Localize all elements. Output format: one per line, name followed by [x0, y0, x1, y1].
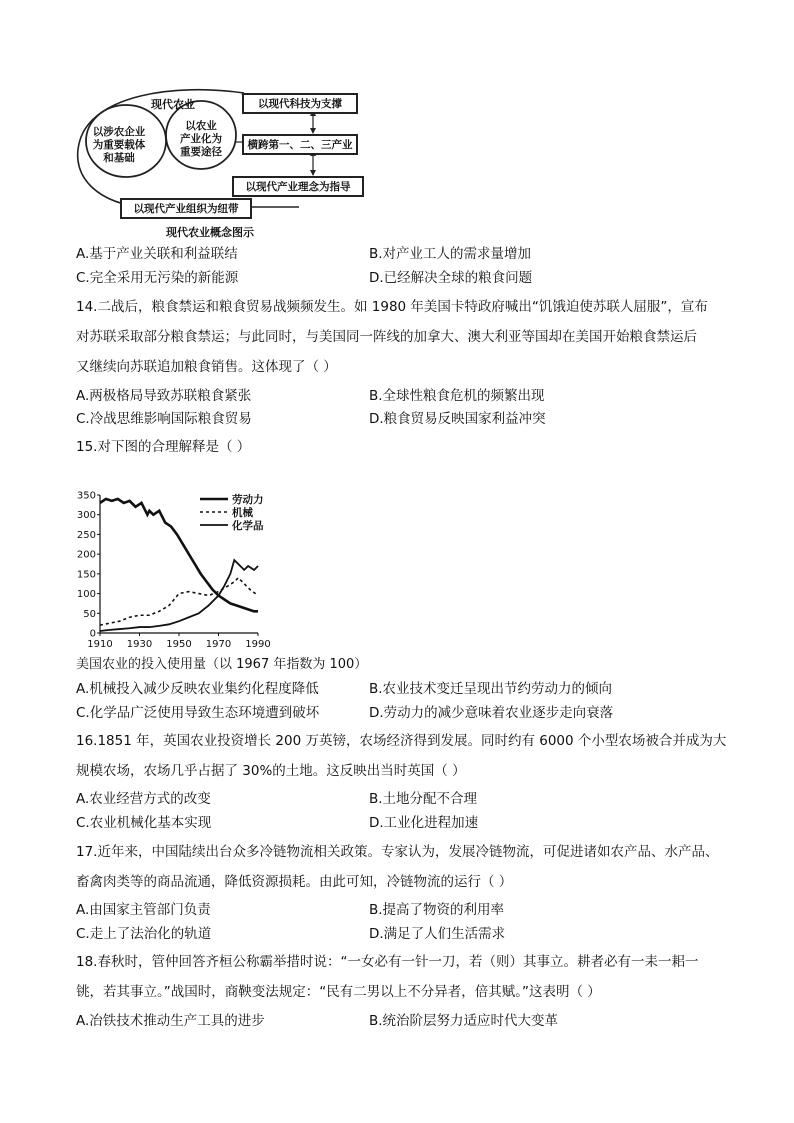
- q18-stem-line2: 铫，若其事立。”战国时，商鞅变法规定：“民有二男以上不分异者，倍其赋。”这表明（ ）: [76, 984, 601, 1000]
- x-tick-label: 1990: [245, 639, 271, 650]
- q18-stem-line1: 18.春秋时，管仲回答齐桓公称霸举措时说：“一女必有一针一刀，若（则）其事立。耕者必有一耒一耜一: [76, 954, 699, 970]
- q13-option-d[interactable]: D.已经解决全球的粮食问题: [369, 270, 533, 286]
- q18-option-b[interactable]: B.统治阶层努力适应时代大变革: [369, 1013, 559, 1029]
- q15-option-d[interactable]: D.劳动力的减少意味着农业逐步走向衰落: [369, 705, 614, 721]
- q14-option-b[interactable]: B.全球性粮食危机的频繁出现: [369, 388, 545, 404]
- diagram-box-organization: 以现代产业组织为纽带: [120, 198, 252, 219]
- q15-option-c[interactable]: C.化学品广泛使用导致生态环境遭到破坏: [76, 705, 320, 721]
- y-tick-label: 200: [76, 549, 96, 561]
- q14-option-a[interactable]: A.两极格局导致苏联粮食紧张: [76, 388, 252, 404]
- q17-option-c[interactable]: C.走上了法治化的轨道: [76, 926, 212, 942]
- y-tick-label: 100: [76, 589, 96, 601]
- legend-label-1: 劳动力: [232, 494, 264, 506]
- x-tick-label: 1970: [205, 639, 232, 650]
- input-usage-chart: [76, 487, 276, 652]
- y-tick-label: 150: [76, 569, 96, 581]
- y-tick-label: 350: [76, 490, 96, 502]
- q14-stem-line3: 又继续向苏联追加粮食销售。这体现了（ ）: [76, 359, 337, 375]
- q16-option-d[interactable]: D.工业化进程加速: [369, 815, 479, 831]
- y-tick-label: 250: [76, 529, 96, 541]
- q17-stem-line1: 17.近年来，中国陆续出台众多冷链物流相关政策。专家认为，发展冷链物流，可促进诸如农产品、水产品、: [76, 844, 719, 860]
- q18-option-a[interactable]: A.冶铁技术推动生产工具的进步: [76, 1013, 265, 1029]
- q17-option-d[interactable]: D.满足了人们生活需求: [369, 926, 506, 942]
- q17-stem-line2: 畜禽肉类等的商品流通，降低资源损耗。由此可知，冷链物流的运行（ ）: [76, 874, 513, 890]
- q13-option-a[interactable]: A.基于产业关联和利益联结: [76, 246, 238, 262]
- diagram-box-industries: 横跨第一、二、三产业: [242, 134, 358, 155]
- q16-option-b[interactable]: B.土地分配不合理: [369, 791, 478, 807]
- diagram-box-concept: 以现代产业理念为指导: [232, 176, 364, 197]
- y-tick-label: 300: [76, 510, 96, 522]
- q14-stem-line1: 14.二战后，粮食禁运和粮食贸易战频频发生。如 1980 年美国卡特政府喊出“饥饿迫使苏联人屈服”，宣布: [76, 299, 708, 315]
- q15-option-a[interactable]: A.机械投入减少反映农业集约化程度降低: [76, 681, 319, 697]
- y-tick-label: 0: [89, 628, 96, 640]
- q16-option-c[interactable]: C.农业机械化基本实现: [76, 815, 212, 831]
- diagram-right-circle-text: 以农业 产业化为 重要途径: [180, 120, 222, 158]
- x-tick-label: 1930: [126, 639, 153, 650]
- q13-option-c[interactable]: C.完全采用无污染的新能源: [76, 270, 239, 286]
- q15-chart-caption: 美国农业的投入使用量（以 1967 年指数为 100）: [76, 657, 368, 672]
- legend-label-2: 机械: [232, 507, 253, 519]
- diagram-caption: 现代农业概念图示: [166, 226, 254, 239]
- q13-option-b[interactable]: B.对产业工人的需求量增加: [369, 246, 532, 262]
- q16-stem-line1: 16.1851 年，英国农业投资增长 200 万英镑，农场经济得到发展。同时约有 6000 个小型农场被合并成为大: [76, 733, 727, 749]
- q17-option-b[interactable]: B.提高了物资的利用率: [369, 902, 505, 918]
- legend-label-3: 化学品: [232, 520, 264, 532]
- diagram-left-circle-text: 以涉农企业 为重要载体 和基础: [92, 126, 146, 164]
- q16-stem-line2: 规模农场，农场几乎占据了 30%的土地。这反映出当时英国（ ）: [76, 763, 466, 779]
- x-tick-label: 1910: [87, 639, 113, 650]
- q16-option-a[interactable]: A.农业经营方式的改变: [76, 791, 211, 807]
- diagram-box-technology: 以现代科技为支撑: [242, 93, 358, 114]
- series-line-2: [100, 578, 258, 625]
- x-tick-label: 1950: [166, 639, 192, 650]
- q14-option-d[interactable]: D.粮食贸易反映国家利益冲突: [369, 411, 546, 427]
- q14-stem-line2: 对苏联采取部分粮食禁运；与此同时，与美国同一阵线的加拿大、澳大利亚等国却在美国开始粮食禁运后: [76, 329, 697, 345]
- q17-option-a[interactable]: A.由国家主管部门负责: [76, 902, 211, 918]
- q14-option-c[interactable]: C.冷战思维影响国际粮食贸易: [76, 411, 252, 427]
- y-tick-label: 50: [83, 608, 96, 620]
- q15-stem: 15.对下图的合理解释是（ ）: [76, 439, 251, 455]
- diagram-outer-label: 现代农业: [151, 98, 195, 111]
- q15-option-b[interactable]: B.农业技术变迁呈现出节约劳动力的倾向: [369, 681, 613, 697]
